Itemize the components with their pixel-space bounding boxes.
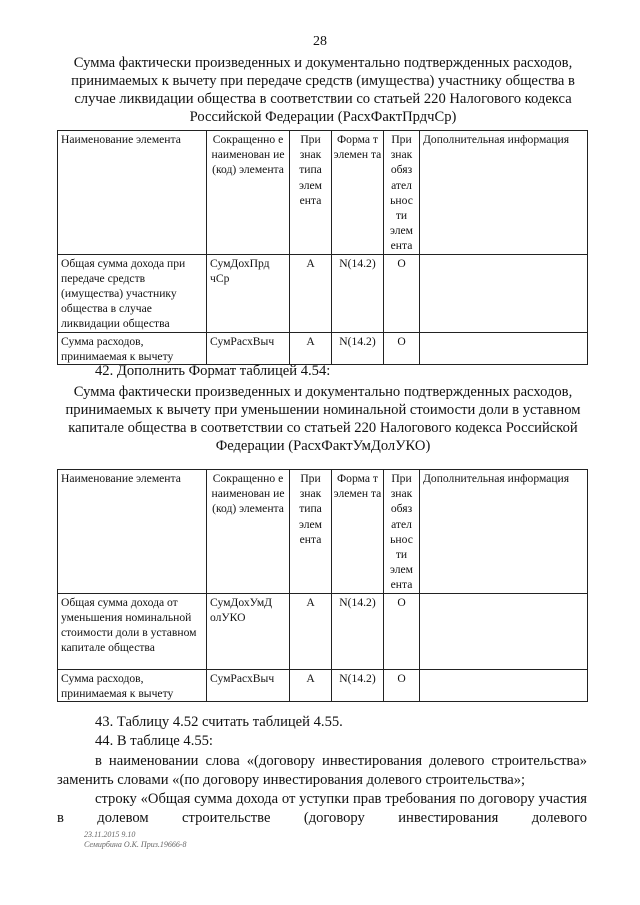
cell-code: СумДохУмД олУКО bbox=[207, 593, 290, 669]
stamp-line-1: 23.11.2015 9.10 bbox=[84, 830, 136, 839]
item-42: 42. Дополнить Формат таблицей 4.54: bbox=[95, 363, 331, 379]
header-cell: Дополнительная информация bbox=[420, 131, 588, 255]
stamp-line-2: Семирбина О.К. Приз.19666-8 bbox=[84, 840, 187, 849]
header-cell: При знак типа элем ента bbox=[290, 131, 332, 255]
page-number: 28 bbox=[313, 34, 327, 49]
cell-type: А bbox=[290, 593, 332, 669]
cell-required: О bbox=[384, 669, 420, 701]
cell-code: СумДохПрд чСр bbox=[207, 254, 290, 332]
item-44-paragraph-b: строку «Общая сумма дохода от уступки прав требования по договору участия в долевом строительстве (договору инвестирования долевого bbox=[57, 791, 587, 826]
item-44-paragraph-a: в наименовании слова «(договору инвестирования долевого строительства» заменить словами «(по договору инвестирования долевого строительства»; bbox=[57, 753, 587, 788]
table-4-53-heading: Сумма фактически произведенных и документально подтвержденных расходов, принимаемых к вычету при передаче средств (имущества) участнику общества в случае ликвидации общества в соответствии со статьей 220 Налогового кодекса Российской Федерации (РасхФактПрдчСр) bbox=[71, 55, 575, 125]
header-cell: Форма т элемен та bbox=[332, 131, 384, 255]
table-4-54-heading: Сумма фактически произведенных и документально подтвержденных расходов, принимаемых к вычету при уменьшении номинальной стоимости доли в уставном капитале общества в соответствии со статьей 220 Налогового кодекса Российской Федерации (РасхФактУмДолУКО) bbox=[65, 384, 581, 454]
cell-format: N(14.2) bbox=[332, 332, 384, 364]
header-cell: Наименование элемента bbox=[58, 131, 207, 255]
cell-element-name: Общая сумма дохода при передаче средств (имущества) участнику общества в случае ликвидации общества bbox=[58, 254, 207, 332]
header-cell: Сокращенно е наименован ие (код) элемента bbox=[207, 470, 290, 594]
item-43: 43. Таблицу 4.52 считать таблицей 4.55. bbox=[95, 714, 343, 730]
header-cell: Сокращенно е наименован ие (код) элемента bbox=[207, 131, 290, 255]
document-stamp bbox=[84, 830, 187, 850]
cell-required: О bbox=[384, 332, 420, 364]
cell-required: О bbox=[384, 254, 420, 332]
cell-code: СумРасхВыч bbox=[207, 332, 290, 364]
cell-type: А bbox=[290, 254, 332, 332]
cell-element-name: Сумма расходов, принимаемая к вычету bbox=[58, 332, 207, 364]
table-row bbox=[58, 669, 588, 701]
table-4-54 bbox=[57, 469, 588, 702]
cell-element-name: Общая сумма дохода от уменьшения номинальной стоимости доли в уставном капитале общества bbox=[58, 593, 207, 669]
header-cell: Наименование элемента bbox=[58, 470, 207, 594]
table-header-row bbox=[58, 470, 588, 594]
header-cell: Форма т элемен та bbox=[332, 470, 384, 594]
cell-type: А bbox=[290, 669, 332, 701]
header-cell: Дополнительная информация bbox=[420, 470, 588, 594]
cell-element-name: Сумма расходов, принимаемая к вычету bbox=[58, 669, 207, 701]
cell-format: N(14.2) bbox=[332, 254, 384, 332]
header-cell: При знак типа элем ента bbox=[290, 470, 332, 594]
table-header-row bbox=[58, 131, 588, 255]
table-row bbox=[58, 254, 588, 332]
cell-code: СумРасхВыч bbox=[207, 669, 290, 701]
table-row bbox=[58, 593, 588, 669]
cell-info bbox=[420, 593, 588, 669]
cell-format: N(14.2) bbox=[332, 669, 384, 701]
cell-info bbox=[420, 254, 588, 332]
cell-type: А bbox=[290, 332, 332, 364]
item-44: 44. В таблице 4.55: bbox=[95, 733, 213, 749]
cell-info bbox=[420, 332, 588, 364]
cell-required: О bbox=[384, 593, 420, 669]
cell-format: N(14.2) bbox=[332, 593, 384, 669]
table-row bbox=[58, 332, 588, 364]
header-cell: При знак обяз ател ьнос ти элем ента bbox=[384, 470, 420, 594]
cell-info bbox=[420, 669, 588, 701]
header-cell: При знак обяз ател ьнос ти элем ента bbox=[384, 131, 420, 255]
table-4-53 bbox=[57, 130, 588, 365]
